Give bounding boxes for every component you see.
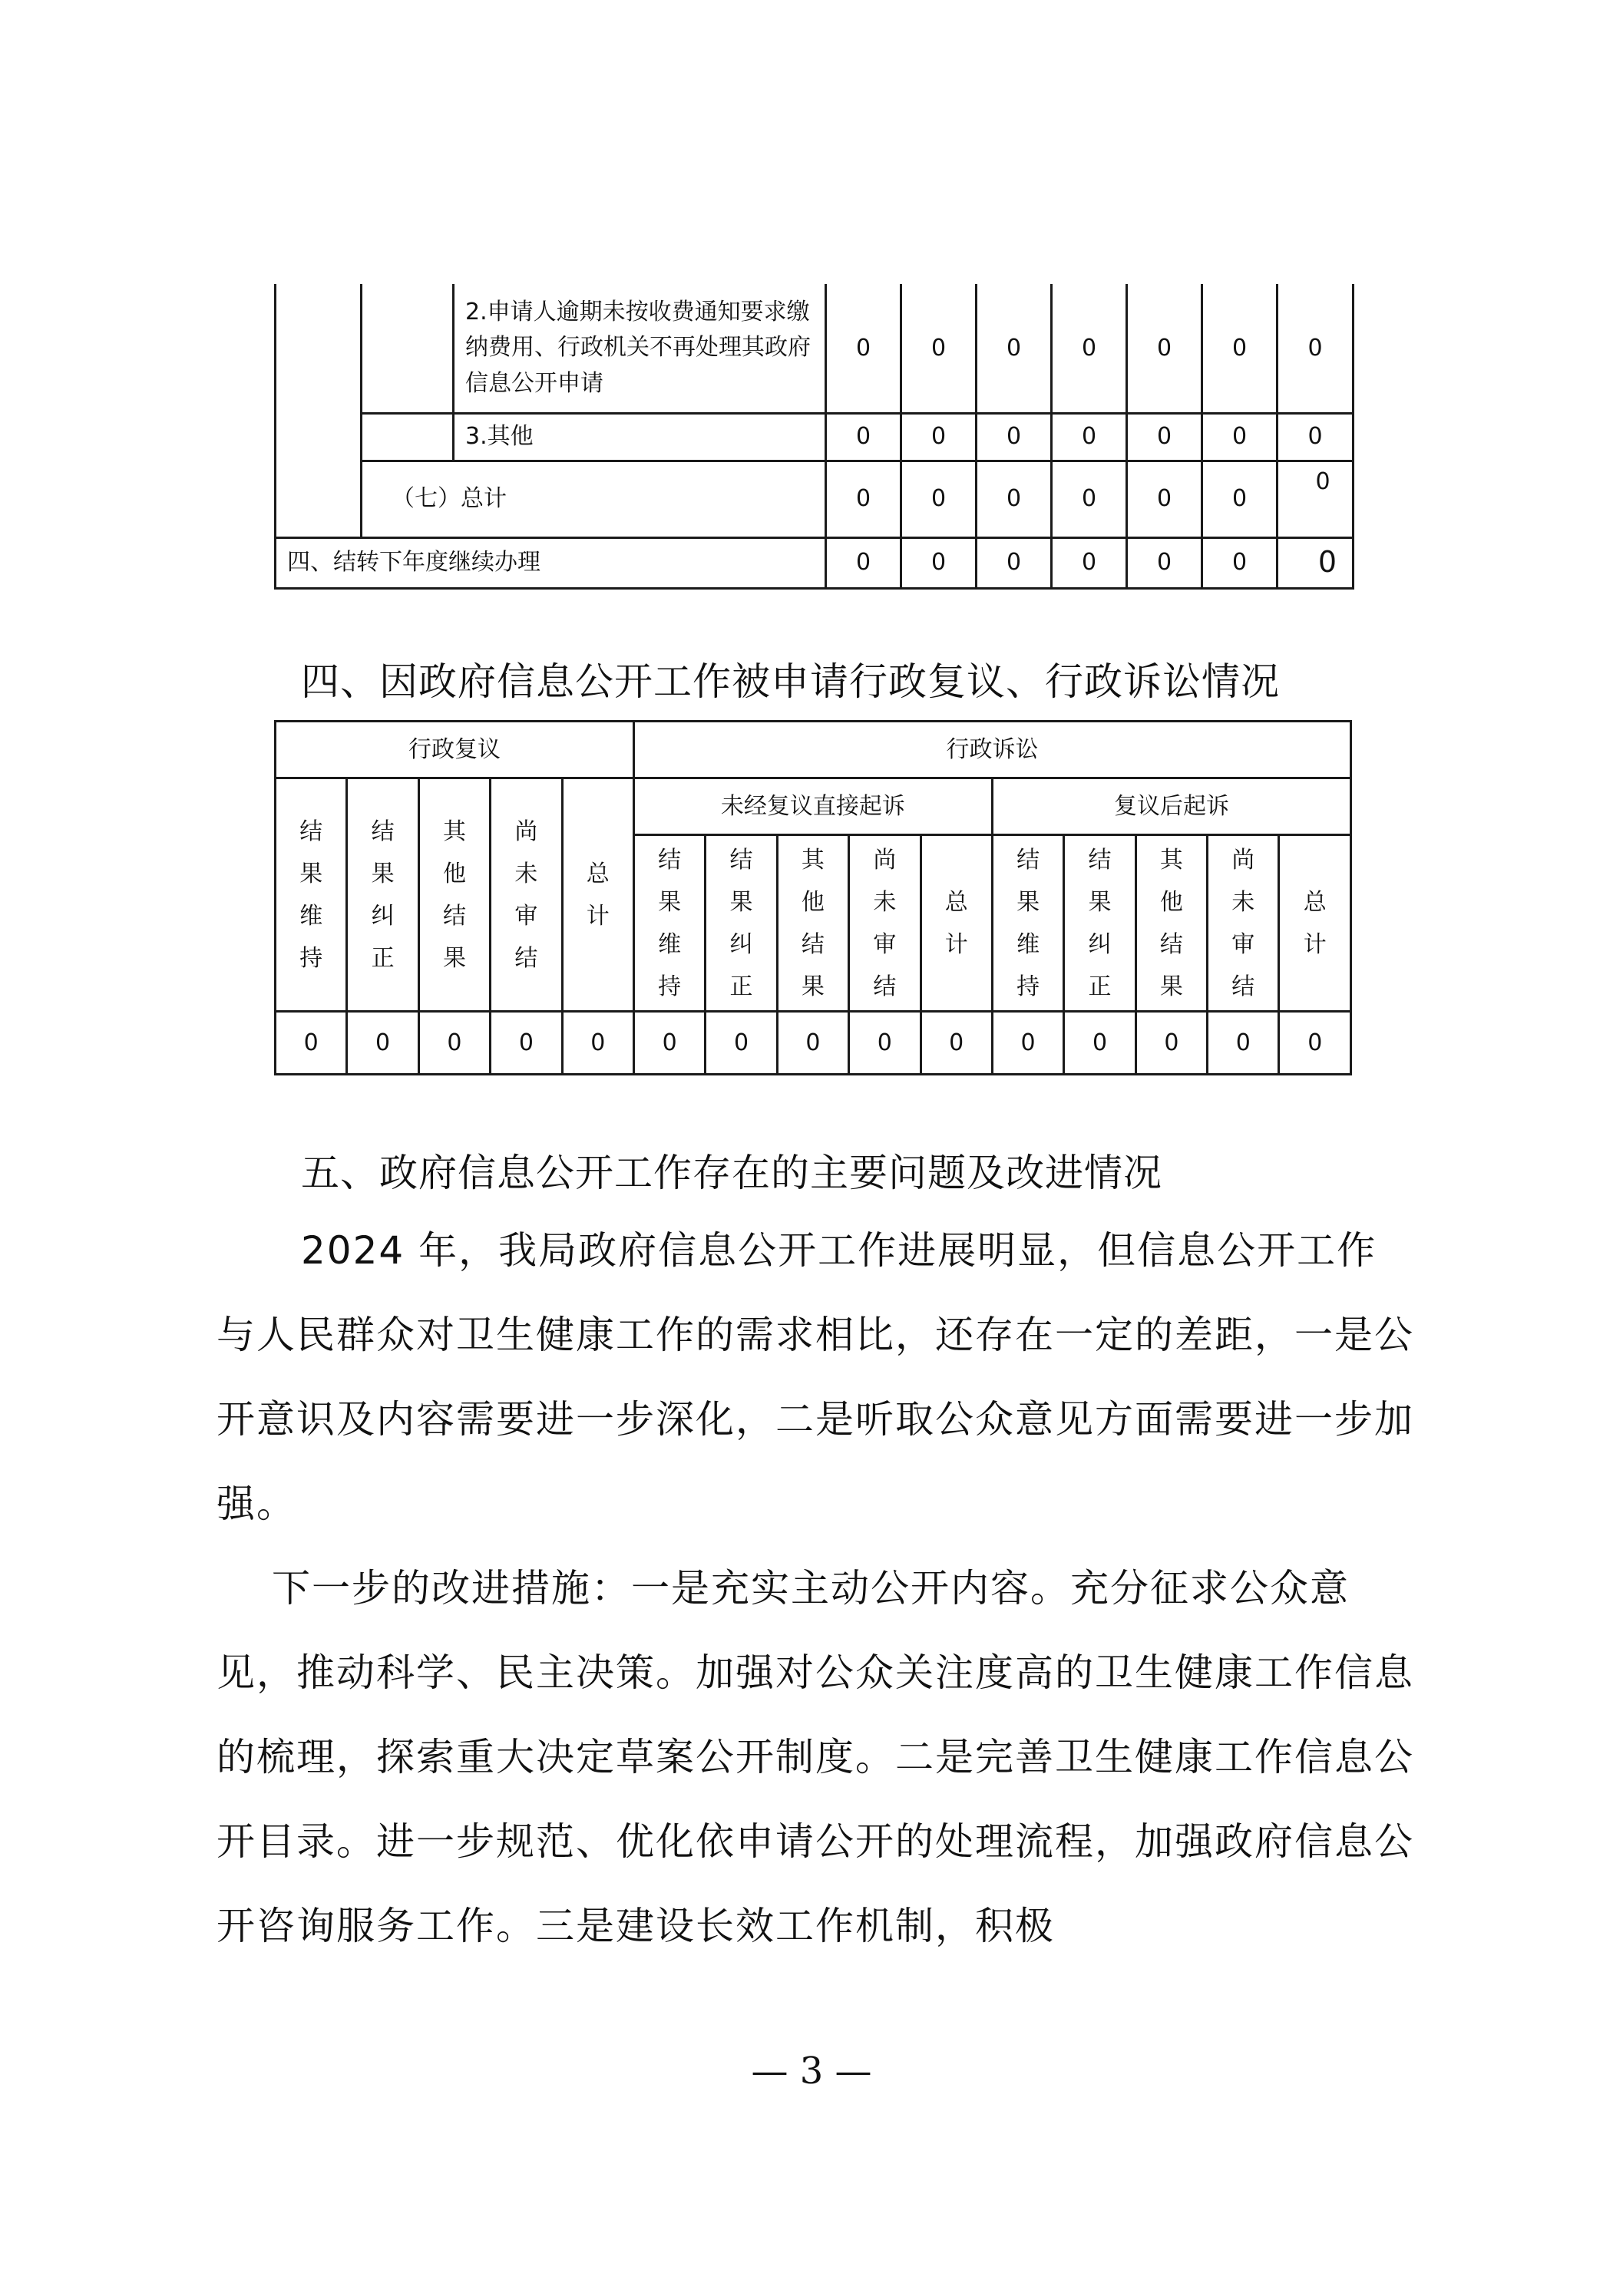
spacer-cell xyxy=(362,413,454,461)
col-header-text: 结果维持 xyxy=(1016,846,1040,1000)
col-header-text: 总计 xyxy=(1303,888,1327,958)
cell-value: 0 xyxy=(901,413,977,461)
cell-value: 0 xyxy=(826,284,901,413)
col-header xyxy=(1135,835,1207,1012)
cell-value: 0 xyxy=(1127,537,1202,588)
row-label: 四、结转下年度继续办理 xyxy=(276,537,826,588)
row-label: （七）总计 xyxy=(362,461,826,537)
cell-value: 0 xyxy=(977,284,1052,413)
col-header-text: 尚未审结 xyxy=(873,846,897,1000)
col-header xyxy=(1064,835,1135,1012)
cell-value: 0 xyxy=(418,1012,490,1075)
cell-value: 0 xyxy=(1279,1012,1351,1075)
col-header xyxy=(562,778,633,1012)
cell-value: 0 xyxy=(901,461,977,537)
table-row xyxy=(276,284,1354,413)
cell-value: 0 xyxy=(977,537,1052,588)
cell-value: 0 xyxy=(1278,284,1354,413)
table-header-row xyxy=(276,778,1351,835)
cell-value: 0 xyxy=(826,537,901,588)
cell-value: 0 xyxy=(1064,1012,1135,1075)
cell-value: 0 xyxy=(977,413,1052,461)
cell-value: 0 xyxy=(1202,461,1278,537)
col-header xyxy=(849,835,921,1012)
cell-value: 0 xyxy=(777,1012,848,1075)
cell-value: 0 xyxy=(977,461,1052,537)
cell-value xyxy=(1278,461,1354,537)
cell-value-text: 0 xyxy=(1315,468,1330,496)
col-header xyxy=(347,778,418,1012)
cell-value: 0 xyxy=(1278,537,1354,588)
paragraph: 2024 年，我局政府信息公开工作进展明显，但信息公开工作与人民群众对卫生健康工作的需求相比，还存在一定的差距，一是公开意识及内容需要进一步深化，二是听取公众意见方面需要进一步加强。 xyxy=(217,1228,1414,1526)
col-header xyxy=(1279,835,1351,1012)
header-admin-litigation: 行政诉讼 xyxy=(633,722,1350,778)
col-header xyxy=(418,778,490,1012)
col-header-text: 总计 xyxy=(586,860,610,930)
cell-value: 0 xyxy=(921,1012,992,1075)
table-row xyxy=(276,413,1354,461)
col-header-text: 总计 xyxy=(944,888,968,958)
cell-value: 0 xyxy=(826,413,901,461)
col-header-text: 结果维持 xyxy=(658,846,682,1000)
spacer-cell xyxy=(362,284,454,413)
section-heading: 五、政府信息公开工作存在的主要问题及改进情况 xyxy=(301,1151,1162,1195)
cell-value: 0 xyxy=(1052,537,1127,588)
page-number: — 3 — xyxy=(751,2050,872,2093)
col-header-text: 其他结果 xyxy=(801,846,825,1000)
cell-value: 0 xyxy=(706,1012,777,1075)
cell-value: 0 xyxy=(1202,284,1278,413)
cell-value: 0 xyxy=(901,537,977,588)
col-header xyxy=(706,835,777,1012)
cell-value: 0 xyxy=(491,1012,562,1075)
cell-value: 0 xyxy=(1127,461,1202,537)
row-label: 3.其他 xyxy=(454,413,826,461)
spacer-cell xyxy=(276,461,362,537)
col-header-text: 结果维持 xyxy=(299,818,323,972)
row-label: 2.申请人逾期未按收费通知要求缴纳费用、行政机关不再处理其政府信息公开申请 xyxy=(454,284,826,413)
cell-value: 0 xyxy=(826,461,901,537)
col-header-text: 其他结果 xyxy=(442,818,466,972)
table-row xyxy=(276,1012,1351,1075)
header-suit-after-review: 复议后起诉 xyxy=(992,778,1350,835)
section-heading: 四、因政府信息公开工作被申请行政复议、行政诉讼情况 xyxy=(301,659,1280,704)
cell-value: 0 xyxy=(1052,413,1127,461)
header-admin-review: 行政复议 xyxy=(276,722,634,778)
cell-value: 0 xyxy=(1135,1012,1207,1075)
col-header-text: 尚未审结 xyxy=(1231,846,1255,1000)
paragraph: 下一步的改进措施：一是充实主动公开内容。充分征求公众意见，推动科学、民主决策。加强对公众关注度高的卫生健康工作信息的梳理，探索重大决定草案公开制度。二是完善卫生健康工作信息公开目录。进一步规范、优化依申请公开的处理流程，加强政府信息公开咨询服务工作。三是建设长效工作机制，积极 xyxy=(217,1566,1414,1948)
col-header xyxy=(992,835,1063,1012)
cell-value: 0 xyxy=(1127,413,1202,461)
col-header-text: 结果纠正 xyxy=(371,818,395,972)
cell-value: 0 xyxy=(1202,413,1278,461)
col-header xyxy=(633,835,705,1012)
table-row xyxy=(276,537,1354,588)
cell-value: 0 xyxy=(849,1012,921,1075)
cell-value: 0 xyxy=(1052,284,1127,413)
table-row xyxy=(276,461,1354,537)
cell-value: 0 xyxy=(901,284,977,413)
cell-value: 0 xyxy=(347,1012,418,1075)
col-header xyxy=(276,778,347,1012)
col-header-text: 其他结果 xyxy=(1159,846,1183,1000)
col-header-text: 结果纠正 xyxy=(1088,846,1112,1000)
cell-value: 0 xyxy=(1278,413,1354,461)
cell-value: 0 xyxy=(1127,284,1202,413)
cell-value: 0 xyxy=(1208,1012,1279,1075)
review-litigation-table xyxy=(274,720,1352,1075)
request-handling-table-continued xyxy=(274,284,1354,590)
cell-value: 0 xyxy=(1052,461,1127,537)
cell-value: 0 xyxy=(562,1012,633,1075)
col-header-text: 尚未审结 xyxy=(514,818,538,972)
header-direct-suit: 未经复议直接起诉 xyxy=(633,778,992,835)
col-header xyxy=(1208,835,1279,1012)
spacer-cell xyxy=(276,284,362,413)
col-header xyxy=(777,835,848,1012)
body-text xyxy=(217,1208,1414,1968)
col-header-text: 结果纠正 xyxy=(729,846,753,1000)
col-header xyxy=(921,835,992,1012)
cell-value: 0 xyxy=(992,1012,1063,1075)
table-header-row xyxy=(276,722,1351,778)
spacer-cell xyxy=(276,413,362,461)
cell-value: 0 xyxy=(1202,537,1278,588)
col-header xyxy=(491,778,562,1012)
cell-value: 0 xyxy=(276,1012,347,1075)
cell-value: 0 xyxy=(633,1012,705,1075)
